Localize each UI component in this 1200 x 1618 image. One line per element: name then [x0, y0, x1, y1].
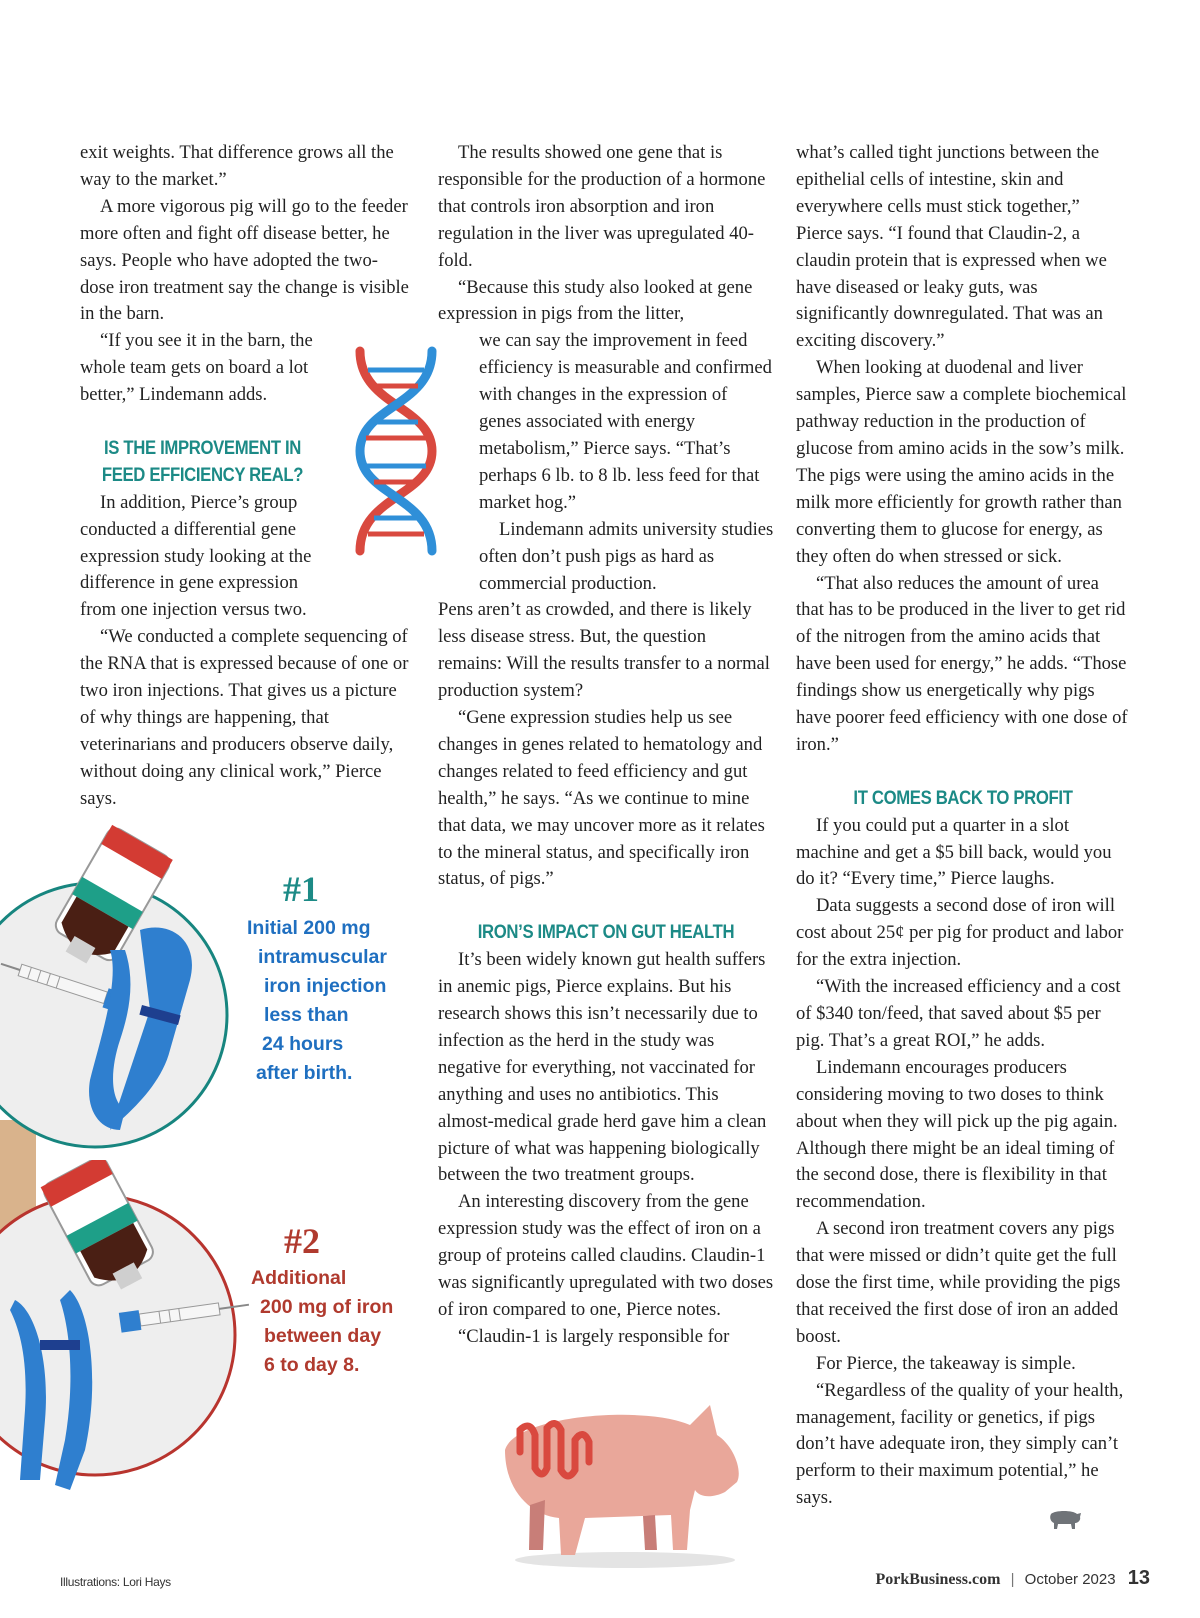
paragraph: “We conducted a complete sequencing of the RNA that is expressed because of one or two iron injections. That gives us a picture of why things are happening, that veterinarians and producers observe daily, without doing any clinical work,” Pierce says.: [80, 626, 409, 809]
paragraph: Lindemann admits university studies often don’t push pigs as hard as commercial production.: [479, 518, 774, 594]
paragraph: “That also reduces the amount of urea that has to be produced in the liver to get rid of the nitrogen from the amino acids that have been used for energy,” he adds. “Those findings show us energetically why pigs have poorer feed efficiency with one dose of iron.”: [796, 572, 1128, 755]
step-line: 200 mg of iron: [260, 1296, 394, 1318]
paragraph: For Pierce, the takeaway is simple.: [816, 1352, 1076, 1374]
iron-bottle-icon: [0, 1160, 260, 1500]
paragraph: If you could put a quarter in a slot machine and get a $5 bill back, would you do it? “Every time,” Pierce laughs.: [796, 814, 1112, 890]
paragraph: A more vigorous pig will go to the feeder more often and fight off disease better, he says. People who have adopted the two-dose iron treatment say the change is visible in the barn.: [80, 195, 409, 325]
paragraph: Pens aren’t as crowded, and there is likely less disease stress. But, the question remains: Will the results transfer to a normal production system?: [438, 599, 770, 702]
step-line: 6 to day 8.: [264, 1354, 360, 1376]
step-line: Initial 200 mg: [247, 917, 371, 939]
syringe-icon: [0, 820, 250, 1150]
paragraph: “Gene expression studies help us see changes in genes related to hematology and changes related to feed efficiency and gut health,” he says. “As we continue to mine that data, we may uncover more as it relates to the mineral status, and specifically iron status, of pigs.”: [438, 707, 765, 890]
paragraph: A second iron treatment covers any pigs that were missed or didn’t quite get the full dose the first time, while providing the pigs that received the first dose of iron an added boost.: [796, 1218, 1121, 1347]
step-line: Additional: [251, 1267, 347, 1289]
paragraph: we can say the improvement in feed efficiency is measurable and confirmed with changes in the expression of genes associated with energy metabolism,” Pierce says. “That’s perhaps 6 lb. to 8 lb. less feed for that market hog.”: [479, 330, 772, 513]
paragraph: “With the increased efficiency and a cost of $340 ton/feed, that saved about $5 per pig. That’s a great ROI,” he adds.: [796, 976, 1121, 1051]
column-2: [438, 140, 774, 1351]
paragraph: When looking at duodenal and liver samples, Pierce saw a complete biochemical pathway reduction in the production of glucose from amino acids in the sow’s milk. The pigs were using the amino acids in the milk more efficiently for growth rather than converting them to glucose for energy, as they often do when stressed or sick.: [796, 357, 1127, 567]
column-3: [796, 140, 1130, 1512]
page-number: 13: [1127, 1567, 1150, 1589]
paragraph: The results showed one gene that is responsible for the production of a hormone that controls iron absorption and iron regulation in the liver was upregulated 40-fold.: [438, 142, 766, 271]
step-2-text: [251, 1264, 393, 1380]
step-1-text: [247, 914, 387, 1088]
site-name: PorkBusiness.com: [875, 1571, 1001, 1588]
paragraph: Lindemann encourages producers considering moving to two doses to think about when they will pick up the pig again. Although there might be an ideal timing of the second dose, there is flexibility in that recommendation.: [796, 1056, 1118, 1213]
step-line: intramuscular: [258, 946, 387, 968]
issue-date: October 2023: [1024, 1571, 1116, 1588]
paragraph: “Regardless of the quality of your health, management, facility or genetics, if pigs don’t have adequate iron, they simply can’t perform to their maximum potential,” he says.: [796, 1379, 1124, 1509]
paragraph: “If you see it in the barn, the whole team gets on board a lot better,” Lindemann adds.: [80, 330, 313, 406]
illustration-credit: Illustrations: Lori Hays: [60, 1575, 171, 1589]
end-mark-pig-icon: [1047, 1508, 1083, 1530]
footer: [876, 1567, 1150, 1590]
step-2-number: #2: [284, 1221, 320, 1261]
paragraph: Data suggests a second dose of iron will cost about 25¢ per pig for product and labor for the extra injection.: [796, 895, 1124, 971]
pig-icon: [475, 1390, 775, 1570]
paragraph: exit weights. That difference grows all the way to the market.”: [80, 142, 394, 190]
paragraph: “Because this study also looked at gene expression in pigs from the litter,: [438, 276, 753, 325]
step-line: after birth.: [256, 1062, 353, 1084]
paragraph: It’s been widely known gut health suffers in anemic pigs, Pierce explains. But his research shows this isn’t necessarily due to infection as the herd in the study was negative for everything, not vaccinated for anything and uses no antibiotics. This almost-medical grade herd gave him a clean picture of what was happening biologically between the two treatment groups.: [438, 949, 767, 1186]
paragraph: “Claudin-1 is largely responsible for: [458, 1325, 730, 1347]
step-line: 24 hours: [262, 1033, 344, 1055]
dna-icon: [350, 346, 442, 556]
paragraph: In addition, Pierce’s group conducted a differential gene expression study looking at the difference in gene expression from one injection versus two.: [80, 491, 312, 621]
step-1-number: #1: [283, 869, 319, 909]
step-line: between day: [264, 1325, 382, 1347]
step-line: iron injection: [264, 975, 387, 997]
paragraph: An interesting discovery from the gene expression study was the effect of iron on a group of proteins called claudins. Claudin-1 was significantly upregulated with two doses of iron compared to one, Pierce notes.: [438, 1191, 774, 1320]
section-heading: IRON’S IMPACT ON GUT HEALTH: [477, 922, 735, 944]
paragraph: what’s called tight junctions between the epithelial cells of intestine, skin and everywhere cells must stick together,” Pierce says. “I found that Claudin-2, a claudin protein that is expressed when we have diseased or leaky guts, was significantly downregulated. That was an exciting discovery.”: [796, 142, 1107, 352]
step-line: less than: [264, 1004, 349, 1026]
section-heading: IS THE IMPROVEMENT IN FEED EFFICIENCY REAL?: [101, 437, 304, 486]
separator: |: [1010, 1571, 1015, 1588]
section-heading: IT COMES BACK TO PROFIT: [853, 787, 1073, 809]
